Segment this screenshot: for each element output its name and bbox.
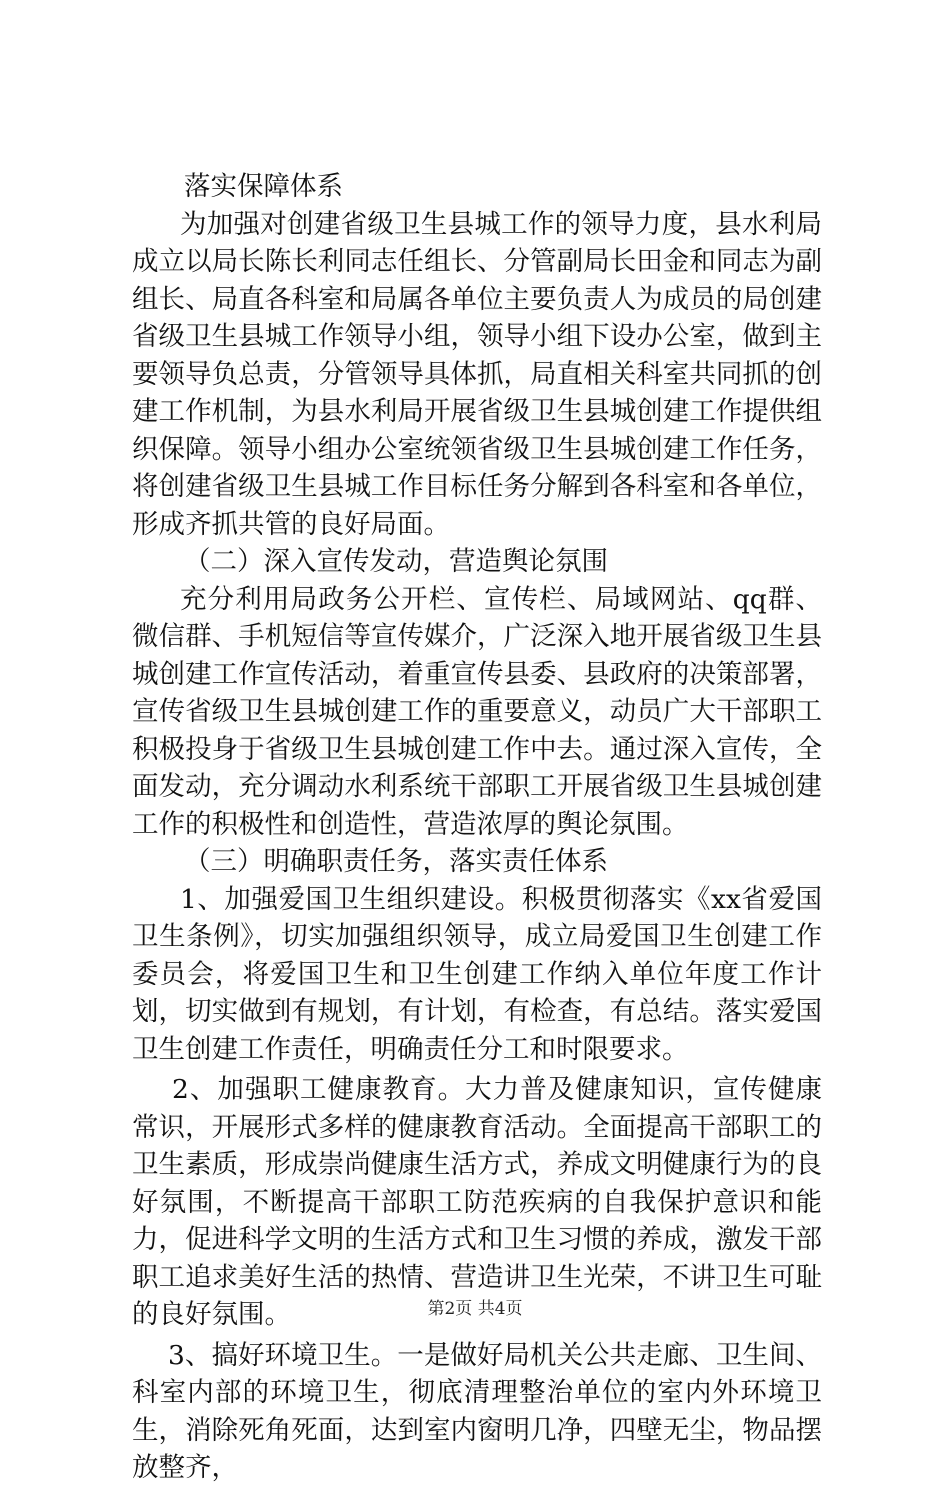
paragraph-environment: 3、搞好环境卫生。一是做好局机关公共走廊、卫生间、科室内部的环境卫生，彻底清理整治单位的室内外环境卫生，消除死角死面，达到室内窗明几净，四壁无尘，物品摆放整齐， [132, 1339, 822, 1483]
paragraph-health-education: 2、加强职工健康教育。大力普及健康知识，宣传健康常识，开展形式多样的健康教育活动。全面提高干部职工的卫生素质，形成崇尚健康生活方式，养成文明健康行为的良好氛围，不断提高干部职工防范疾病的自我保护意识和能力，促进科学文明的生活方式和卫生习惯的养成，激发干部职工追求美好生活的热情、营造讲卫生光荣，不讲卫生可耻的良好氛围。 [132, 1074, 822, 1330]
section-heading-publicity: （二）深入宣传发动，营造舆论氛围 [184, 546, 608, 577]
document-body [132, 168, 822, 1487]
paragraph-leadership: 为加强对创建省级卫生县城工作的领导力度，县水利局成立以局长陈长利同志任组长、分管副局长田金和同志为副组长、局直各科室和局属各单位主要负责人为成员的局创建省级卫生县城工作领导小组，领导小组下设办公室，做到主要领导负总责，分管领导具体抓，局直相关科室共同抓的创建工作机制，为县水利局开展省级卫生县城创建工作提供组织保障。领导小组办公室统领省级卫生县城创建工作任务，将创建省级卫生县城工作目标任务分解到各科室和各单位，形成齐抓共管的良好局面。 [132, 208, 822, 540]
paragraph-organization: 1、加强爱国卫生组织建设。积极贯彻落实《xx省爱国卫生条例》，切实加强组织领导，成立局爱国卫生创建工作委员会，将爱国卫生和卫生创建工作纳入单位年度工作计划，切实做到有规划，有计划，有检查，有总结。落实爱国卫生创建工作责任，明确责任分工和时限要求。 [132, 883, 822, 1065]
section-heading-responsibility: （三）明确职责任务，落实责任体系 [184, 846, 608, 877]
page-footer: 第2页 共4页 [427, 1299, 523, 1319]
section-heading-guarantee: 落实保障体系 [184, 171, 343, 202]
paragraph-publicity: 充分利用局政务公开栏、宣传栏、局域网站、qq群、微信群、手机短信等宣传媒介，广泛深入地开展省级卫生县城创建工作宣传活动，着重宣传县委、县政府的决策部署，宣传省级卫生县城创建工作的重要意义，动员广大干部职工积极投身于省级卫生县城创建工作中去。通过深入宣传，全面发动，充分调动水利系统干部职工开展省级卫生县城创建工作的积极性和创造性，营造浓厚的舆论氛围。 [132, 583, 822, 840]
